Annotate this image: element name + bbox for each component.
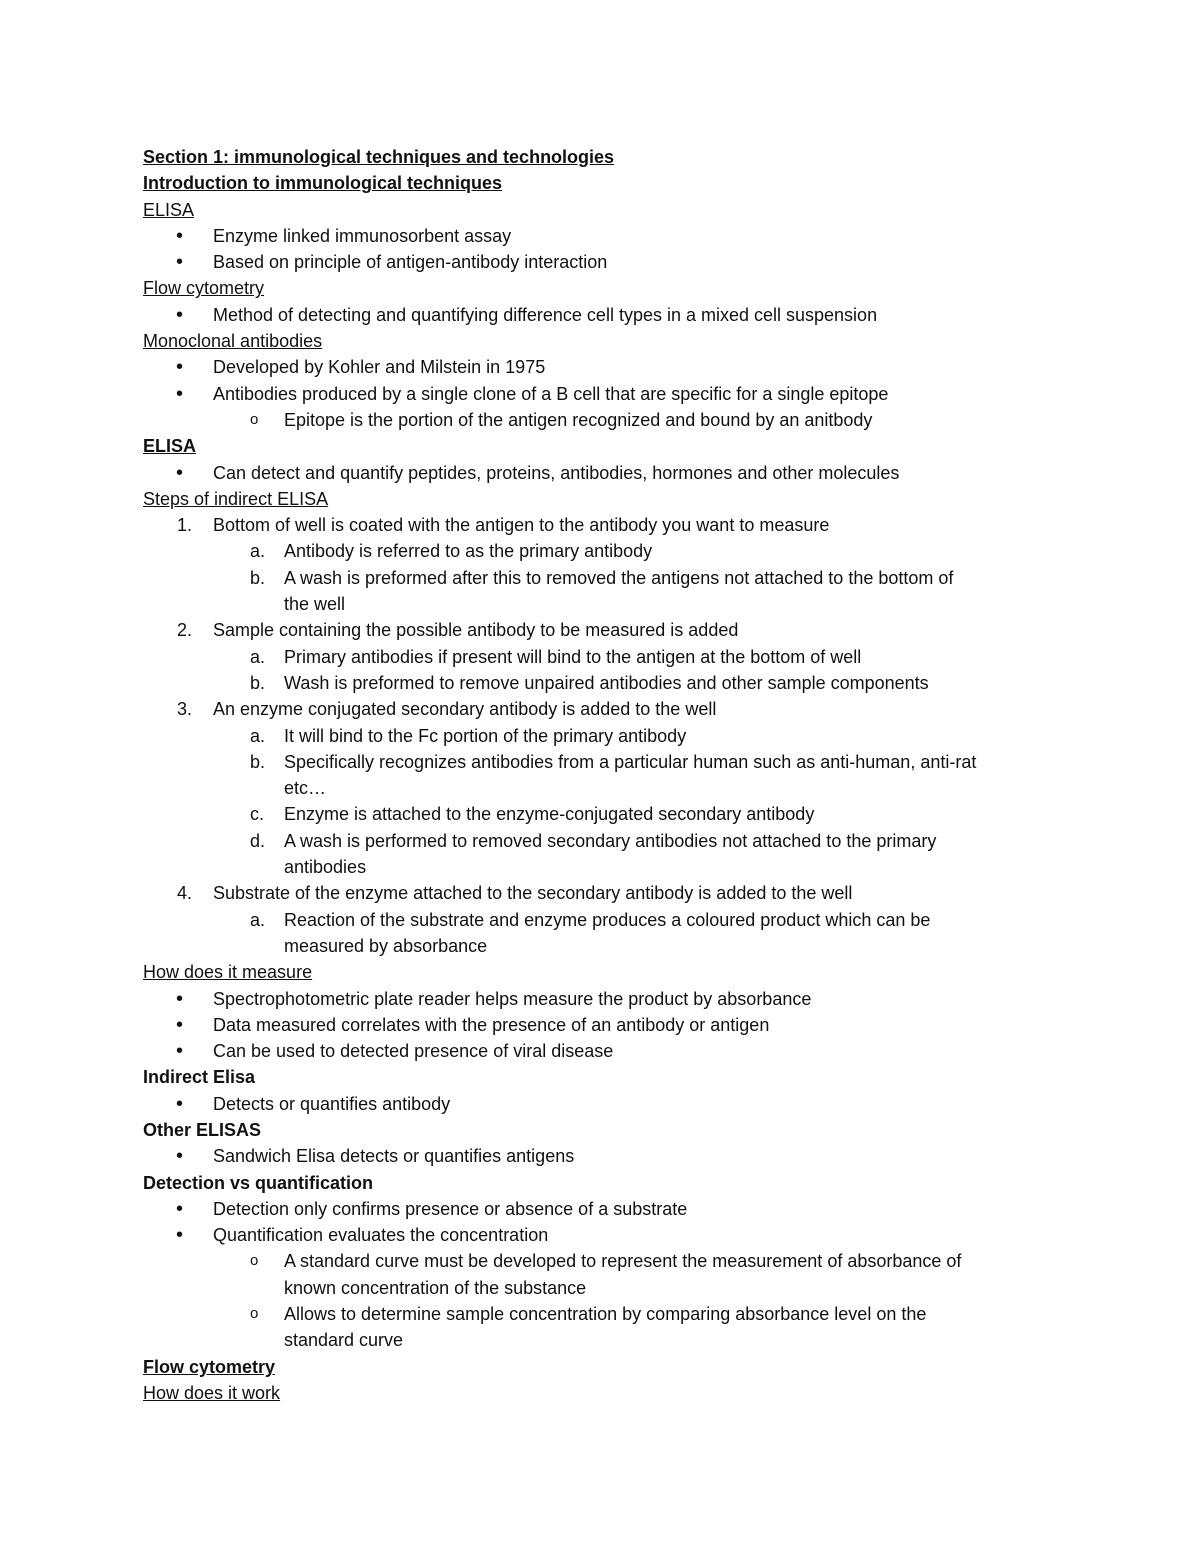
- sub-step-item: a. Primary antibodies if present will bind to the antigen at the bottom of well: [250, 646, 862, 667]
- intro-heading: Introduction to immunological techniques: [143, 173, 502, 194]
- circle-bullet-icon: [250, 1248, 258, 1276]
- list-item: • Enzyme linked immunosorbent assay: [143, 223, 1063, 249]
- section-title: Section 1: immunological techniques and technologies: [143, 147, 615, 167]
- bullet-icon: [176, 354, 183, 380]
- how-measure-heading: How does it measure: [143, 962, 313, 983]
- indirect-heading: Indirect Elisa: [143, 1067, 256, 1088]
- sub-list-item: o Allows to determine sample concentration by comparing absorbance level on the: [143, 1301, 1063, 1327]
- bullet-icon: [176, 223, 183, 249]
- sub-step-item: b. Wash is preformed to remove unpaired antibodies and other sample components: [250, 672, 929, 693]
- sub-step-item: a. It will bind to the Fc portion of the primary antibody: [250, 725, 687, 746]
- circle-bullet-icon: [250, 1301, 258, 1329]
- sub-step-item: d. A wash is performed to removed secondary antibodies not attached to the primary: [250, 830, 937, 851]
- list-item: • Detection only confirms presence or absence of a substrate: [143, 1196, 1063, 1222]
- sub-step-continuation: measured by absorbance: [284, 935, 488, 956]
- list-item: • Antibodies produced by a single clone of a B cell that are specific for a single epitope: [143, 381, 1063, 407]
- steps-heading: Steps of indirect ELISA: [143, 488, 329, 509]
- sub-step-item: b. Specifically recognizes antibodies from a particular human such as anti-human, anti-rat: [250, 751, 977, 772]
- sub-list-continuation: standard curve: [284, 1330, 404, 1351]
- document-body: [143, 144, 1063, 1406]
- list-item: • Data measured correlates with the presence of an antibody or antigen: [143, 1012, 1063, 1038]
- bullet-icon: [176, 1091, 183, 1117]
- sub-step-item: b. A wash is preformed after this to removed the antigens not attached to the bottom of: [250, 567, 954, 588]
- sub-step-item: c. Enzyme is attached to the enzyme-conjugated secondary antibody: [250, 804, 815, 825]
- list-item: • Can be used to detected presence of viral disease: [143, 1038, 1063, 1064]
- sub-list-item: o A standard curve must be developed to represent the measurement of absorbance of: [143, 1248, 1063, 1274]
- bullet-icon: [176, 1222, 183, 1248]
- step-item: 1. Bottom of well is coated with the antigen to the antibody you want to measure: [177, 515, 830, 536]
- circle-bullet-icon: [250, 407, 258, 435]
- bullet-icon: [176, 249, 183, 275]
- sub-step-item: a. Antibody is referred to as the primary antibody: [250, 541, 653, 562]
- sub-list-item: o Epitope is the portion of the antigen recognized and bound by an anitbody: [143, 407, 1063, 433]
- list-item: • Detects or quantifies antibody: [143, 1091, 1063, 1117]
- step-item: 4. Substrate of the enzyme attached to the secondary antibody is added to the well: [177, 883, 853, 904]
- bullet-icon: [176, 986, 183, 1012]
- flow-cytometry-heading: Flow cytometry: [143, 1356, 276, 1377]
- sub-list-continuation: known concentration of the substance: [284, 1277, 587, 1298]
- list-item: • Can detect and quantify peptides, proteins, antibodies, hormones and other molecules: [143, 460, 1063, 486]
- list-item: • Quantification evaluates the concentration: [143, 1222, 1063, 1248]
- bullet-icon: [176, 460, 183, 486]
- bullet-icon: [176, 1196, 183, 1222]
- list-item: • Sandwich Elisa detects or quantifies antigens: [143, 1143, 1063, 1169]
- sub-step-continuation: antibodies: [284, 857, 367, 878]
- bullet-icon: [176, 1038, 183, 1064]
- list-item: • Spectrophotometric plate reader helps measure the product by absorbance: [143, 986, 1063, 1012]
- sub-step-continuation: etc…: [284, 778, 327, 799]
- list-item: • Based on principle of antigen-antibody interaction: [143, 249, 1063, 275]
- flow-intro-heading: Flow cytometry: [143, 278, 265, 299]
- bullet-icon: [176, 302, 183, 328]
- other-elisas-heading: Other ELISAS: [143, 1119, 262, 1140]
- step-item: 3. An enzyme conjugated secondary antibody is added to the well: [177, 699, 717, 720]
- list-item: • Method of detecting and quantifying difference cell types in a mixed cell suspension: [143, 302, 1063, 328]
- detection-heading: Detection vs quantification: [143, 1172, 374, 1193]
- sub-step-item: a. Reaction of the substrate and enzyme produces a coloured product which can be: [250, 909, 931, 930]
- mab-intro-heading: Monoclonal antibodies: [143, 331, 323, 352]
- elisa-intro-heading: ELISA: [143, 199, 195, 220]
- list-item: • Developed by Kohler and Milstein in 1975: [143, 354, 1063, 380]
- bullet-icon: [176, 1012, 183, 1038]
- bullet-icon: [176, 381, 183, 407]
- sub-step-continuation: the well: [284, 594, 346, 615]
- how-does-it-work-heading: How does it work: [143, 1382, 281, 1403]
- elisa-section-heading: ELISA: [143, 436, 197, 457]
- bullet-icon: [176, 1143, 183, 1169]
- step-item: 2. Sample containing the possible antibody to be measured is added: [177, 620, 739, 641]
